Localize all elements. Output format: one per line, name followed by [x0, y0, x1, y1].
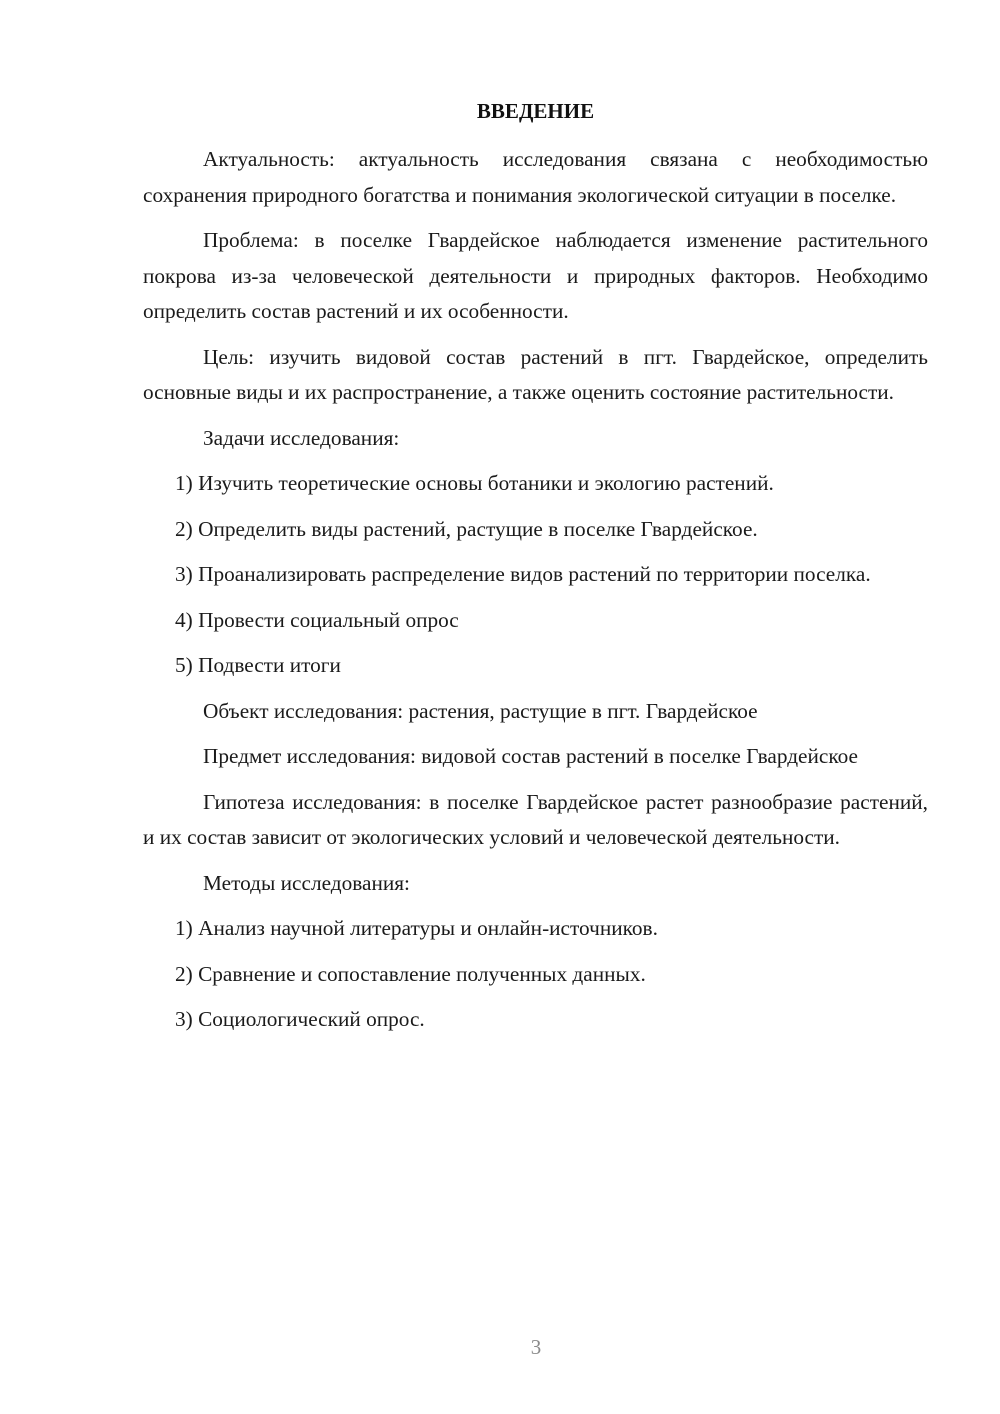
tasks-heading: Задачи исследования:: [203, 425, 400, 450]
task-item-2: 2) Определить виды растений, растущие в поселке Гвардейское.: [175, 516, 758, 541]
method-item-3: 3) Социологический опрос.: [175, 1007, 425, 1031]
goal-paragraph: Цель: изучить видовой состав растений в пгт. Гвардейское, определить основные виды и их распространение, а также оценить состояние растительности.: [143, 344, 928, 404]
relevance-paragraph: Актуальность: актуальность исследования связана с необходимостью сохранения природного богатства и понимания экологической ситуации в поселке.: [143, 147, 928, 207]
task-item-4: 4) Провести социальный опрос: [175, 607, 459, 632]
task-item-1: 1) Изучить теоретические основы ботаники и экологию растений.: [175, 471, 774, 495]
object-paragraph: Объект исследования: растения, растущие в пгт. Гвардейское: [203, 698, 758, 723]
methods-heading: Методы исследования:: [203, 870, 410, 895]
method-item-2: 2) Сравнение и сопоставление полученных данных.: [175, 961, 646, 986]
section-heading: ВВЕДЕНИЕ: [476, 99, 595, 123]
method-item-1: 1) Анализ научной литературы и онлайн-источников.: [175, 916, 658, 940]
task-item-3: 3) Проанализировать распределение видов растений по территории поселка.: [175, 562, 871, 586]
page-number: 3: [530, 1335, 542, 1359]
document-body: [143, 142, 928, 1048]
problem-paragraph: Проблема: в поселке Гвардейское наблюдается изменение растительного покрова из-за человеческой деятельности и природных факторов. Необходимо определить состав растений и их особенности.: [143, 228, 928, 323]
subject-paragraph: Предмет исследования: видовой состав растений в поселке Гвардейское: [203, 744, 858, 768]
task-item-5: 5) Подвести итоги: [175, 653, 341, 677]
hypothesis-paragraph: Гипотеза исследования: в поселке Гвардейское растет разнообразие растений, и их состав зависит от экологических условий и человеческой деятельности.: [143, 789, 928, 849]
